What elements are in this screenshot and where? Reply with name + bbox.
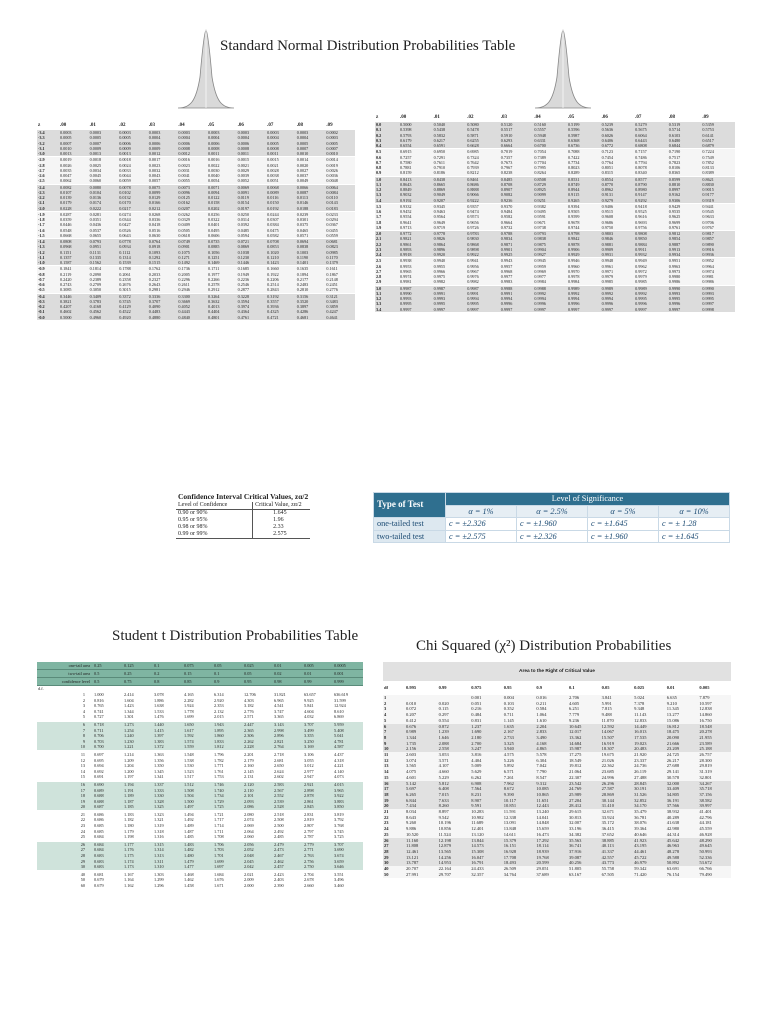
table-row: 2 0.010 0.020 0.051 0.103 0.211 4.605 5.991 7.378 9.210 10.597 bbox=[383, 701, 731, 707]
table-row: 2.4 0.9918 0.9920 0.9922 0.9925 0.9927 0.9929 0.9931 0.9932 0.9934 0.9936 bbox=[375, 252, 735, 258]
z-table-negative bbox=[37, 121, 355, 321]
table-row: 2.9 0.9981 0.9982 0.9982 0.9983 0.9984 0.9984 0.9985 0.9985 0.9986 0.9986 bbox=[375, 279, 735, 285]
table-row: -2.0 0.0228 0.0222 0.0217 0.0212 0.0207 0.0202 0.0197 0.0192 0.0188 0.0183 bbox=[37, 206, 355, 212]
table-row: -2.4 0.0082 0.0080 0.0078 0.0075 0.0073 0.0071 0.0069 0.0068 0.0066 0.0064 bbox=[37, 184, 355, 190]
table-row: 0.2 0.5793 0.5832 0.5871 0.5910 0.5948 0.5987 0.6026 0.6064 0.6103 0.6141 bbox=[375, 133, 735, 138]
table-row: 1.9 0.9713 0.9719 0.9726 0.9732 0.9738 0.9744 0.9750 0.9756 0.9761 0.9767 bbox=[375, 225, 735, 231]
table-row: -3.2 0.0007 0.0007 0.0006 0.0006 0.0006 0.0006 0.0006 0.0005 0.0005 0.0005 bbox=[37, 141, 355, 146]
table-row: 7 0.711 1.254 1.415 1.617 1.895 2.365 2.998 3.499 5.408 bbox=[37, 728, 363, 734]
table-row: 14 0.692 1.200 1.345 1.523 1.761 2.145 2.624 2.977 4.140 bbox=[37, 769, 363, 775]
table-row: 50 0.679 1.164 1.299 1.462 1.676 2.009 2.403 2.678 3.496 bbox=[37, 877, 363, 883]
table-row: -0.4 0.3446 0.3409 0.3372 0.3336 0.3300 0.3264 0.3228 0.3192 0.3156 0.3121 bbox=[37, 293, 355, 299]
table-row: -0.3 0.3821 0.3783 0.3745 0.3707 0.3669 0.3632 0.3594 0.3557 0.3520 0.3483 bbox=[37, 299, 355, 304]
confidence-critical-values-table bbox=[176, 492, 310, 539]
table-row: -1.1 0.1357 0.1335 0.1314 0.1292 0.1271 0.1251 0.1230 0.1210 0.1190 0.1170 bbox=[37, 255, 355, 260]
table-row: 15 4.601 5.229 6.262 7.261 8.547 22.307 24.996 27.488 30.578 32.801 bbox=[383, 775, 731, 781]
table-row: -0.7 0.2420 0.2389 0.2358 0.2327 0.2296 0.2266 0.2236 0.2206 0.2177 0.2148 bbox=[37, 277, 355, 282]
table-row: -2.7 0.0035 0.0034 0.0033 0.0032 0.0031 0.0030 0.0029 0.0028 0.0027 0.0026 bbox=[37, 168, 355, 173]
table-row: -1.8 0.0359 0.0351 0.0344 0.0336 0.0329 0.0322 0.0314 0.0307 0.0301 0.0294 bbox=[37, 217, 355, 222]
table-row: -0.9 0.1841 0.1814 0.1788 0.1762 0.1736 0.1711 0.1685 0.1660 0.1635 0.1611 bbox=[37, 266, 355, 272]
table-row: 2 0.816 1.604 1.886 2.282 2.920 4.303 6.965 9.925 31.599 bbox=[37, 698, 363, 704]
table-row: 4 0.741 1.344 1.533 1.778 2.132 2.776 3.747 4.604 8.610 bbox=[37, 709, 363, 715]
chi-table-title: Chi Squared (χ²) Distribution Probabilities bbox=[416, 638, 672, 654]
table-row: 2.6 0.9953 0.9955 0.9956 0.9957 0.9959 0.9960 0.9961 0.9962 0.9963 0.9964 bbox=[375, 264, 735, 269]
table-row: 3.1 0.9990 0.9991 0.9991 0.9991 0.9992 0.9992 0.9992 0.9992 0.9993 0.9993 bbox=[375, 291, 735, 296]
table-row: 0.8 0.7881 0.7910 0.7939 0.7967 0.7995 0.8023 0.8051 0.8078 0.8106 0.8133 bbox=[375, 165, 735, 170]
table-row: 29 13.121 14.256 16.047 17.708 19.768 39.087 42.557 45.722 49.588 52.336 bbox=[383, 855, 731, 861]
table-row: 6 0.718 1.273 1.440 1.650 1.943 2.447 3.143 3.707 5.959 bbox=[37, 721, 363, 728]
table-row: 17 0.689 1.191 1.333 1.508 1.740 2.110 2.567 2.898 3.965 bbox=[37, 788, 363, 794]
table-row: 3 0.765 1.423 1.638 1.924 2.353 3.182 4.541 5.841 12.924 bbox=[37, 703, 363, 709]
table-row: -3.1 0.0010 0.0009 0.0009 0.0009 0.0008 0.0008 0.0008 0.0008 0.0007 0.0007 bbox=[37, 146, 355, 151]
alpha-header: α = 10% bbox=[659, 505, 730, 518]
area-right-label: Area to the Right of Critical Value bbox=[383, 662, 731, 681]
table-row: 27 0.684 1.176 1.314 1.482 1.703 2.052 2.473 2.771 3.690 bbox=[37, 847, 363, 853]
table-row: one-tailed test c = ±2.326 c = ±1.960 c = ±1.645 c = ± 1.28 bbox=[374, 518, 730, 531]
table-row: 18 6.265 7.015 8.231 9.390 10.865 25.989 28.869 31.526 34.805 37.156 bbox=[383, 792, 731, 798]
alpha-header: α = 2.5% bbox=[517, 505, 588, 518]
table-row: -2.1 0.0179 0.0174 0.0170 0.0166 0.0162 0.0158 0.0154 0.0150 0.0146 0.0143 bbox=[37, 200, 355, 205]
table-row: 3.4 0.9997 0.9997 0.9997 0.9997 0.9997 0.9997 0.9997 0.9997 0.9997 0.9998 bbox=[375, 307, 735, 313]
table-row: 2.5 0.9938 0.9940 0.9941 0.9943 0.9945 0.9946 0.9948 0.9949 0.9951 0.9952 bbox=[375, 258, 735, 264]
table-row: 0.90 or 90% 1.645 bbox=[176, 510, 310, 518]
table-row: 19 6.844 7.633 8.907 10.117 11.651 27.204 30.144 32.852 36.191 38.582 bbox=[383, 798, 731, 804]
table-row: 4 0.207 0.297 0.484 0.711 1.064 7.779 9.488 11.143 13.277 14.860 bbox=[383, 712, 731, 718]
t-distribution-table bbox=[37, 662, 363, 889]
table-row: 22 0.686 1.182 1.321 1.492 1.717 2.074 2.508 2.819 3.792 bbox=[37, 817, 363, 823]
table-row: 2.3 0.9893 0.9896 0.9898 0.9901 0.9904 0.9906 0.9909 0.9911 0.9913 0.9916 bbox=[375, 247, 735, 252]
conf-col-level: Level of Confidence bbox=[176, 502, 253, 510]
table-row: 25 10.520 11.524 13.120 14.611 16.473 34.382 37.652 40.646 44.314 46.928 bbox=[383, 832, 731, 838]
table-row: -1.3 0.0968 0.0951 0.0934 0.0918 0.0901 0.0885 0.0869 0.0853 0.0838 0.0823 bbox=[37, 244, 355, 249]
table-row: 10 2.156 2.558 3.247 3.940 4.865 15.987 18.307 20.483 23.209 25.188 bbox=[383, 746, 731, 752]
page-title: Standard Normal Distribution Probabilities Table bbox=[220, 38, 516, 54]
table-row: -1.9 0.0287 0.0281 0.0274 0.0268 0.0262 0.0256 0.0250 0.0244 0.0239 0.0233 bbox=[37, 211, 355, 217]
table-row: 2.2 0.9861 0.9864 0.9868 0.9871 0.9875 0.9878 0.9881 0.9884 0.9887 0.9890 bbox=[375, 242, 735, 247]
table-row: 3.2 0.9993 0.9993 0.9994 0.9994 0.9994 0.9994 0.9994 0.9995 0.9995 0.9995 bbox=[375, 296, 735, 301]
table-row: 17 5.697 6.408 7.564 8.672 10.085 24.769 27.587 30.191 33.409 35.718 bbox=[383, 786, 731, 792]
table-row: 0.1 0.5398 0.5438 0.5478 0.5517 0.5557 0.5596 0.5636 0.5675 0.5714 0.5753 bbox=[375, 127, 735, 132]
normal-curve-icon bbox=[176, 22, 236, 110]
table-row: 1.6 0.9452 0.9463 0.9474 0.9484 0.9495 0.9505 0.9515 0.9525 0.9535 0.9545 bbox=[375, 209, 735, 214]
table-row: 1 0.001 0.004 0.016 2.706 3.841 5.024 6.635 7.879 bbox=[383, 695, 731, 701]
t-header-row: one-tail area 0.25 0.125 0.1 0.075 0.05 0.025 0.01 0.005 0.0005 bbox=[37, 662, 363, 670]
chi-squared-table bbox=[383, 681, 731, 878]
alpha-header: α = 1% bbox=[446, 505, 517, 518]
table-row: 23 9.260 10.196 11.689 13.091 14.848 32.007 35.172 38.076 41.638 44.181 bbox=[383, 820, 731, 826]
alpha-header: α = 5% bbox=[588, 505, 659, 518]
table-row: 21 8.034 8.897 10.283 11.591 13.240 29.615 32.671 35.479 38.932 41.401 bbox=[383, 809, 731, 815]
table-row: 23 0.685 1.180 1.319 1.489 1.714 2.069 2.500 2.807 3.768 bbox=[37, 823, 363, 829]
table-row: 12 0.695 1.209 1.356 1.538 1.782 2.179 2.681 3.055 4.318 bbox=[37, 758, 363, 764]
table-row: -1.4 0.0808 0.0793 0.0778 0.0764 0.0749 0.0735 0.0721 0.0708 0.0694 0.0681 bbox=[37, 239, 355, 245]
table-row: 22 8.643 9.542 10.982 12.338 14.041 30.813 33.924 36.781 40.289 42.796 bbox=[383, 815, 731, 821]
table-row: 15 0.691 1.197 1.341 1.517 1.753 2.131 2.602 2.947 4.073 bbox=[37, 774, 363, 781]
table-row: 0.7 0.7580 0.7611 0.7642 0.7673 0.7704 0.7734 0.7764 0.7794 0.7823 0.7852 bbox=[375, 160, 735, 165]
table-row: 1.4 0.9192 0.9207 0.9222 0.9236 0.9251 0.9265 0.9279 0.9292 0.9306 0.9319 bbox=[375, 198, 735, 204]
table-row: 0.5 0.6915 0.6950 0.6985 0.7019 0.7054 0.7088 0.7123 0.7157 0.7190 0.7224 bbox=[375, 149, 735, 155]
table-row: 29 0.683 1.174 1.311 1.479 1.699 2.045 2.462 2.756 3.659 bbox=[37, 859, 363, 865]
table-row: 1.7 0.9554 0.9564 0.9573 0.9582 0.9591 0.9599 0.9608 0.9616 0.9625 0.9633 bbox=[375, 214, 735, 219]
table-row: 60 0.679 1.162 1.296 1.458 1.671 2.000 2.390 2.660 3.460 bbox=[37, 883, 363, 889]
t-table-title: Student t Distribution Probabilities Table bbox=[112, 628, 359, 644]
significance-critical-values-table bbox=[373, 492, 730, 543]
table-row: -3.3 0.0005 0.0005 0.0005 0.0004 0.0004 0.0004 0.0004 0.0004 0.0004 0.0003 bbox=[37, 135, 355, 140]
z-table-header: z .00 .01 .02 .03 .04 .05 .06 .07 .08 .09 bbox=[375, 113, 735, 122]
table-row: 16 0.690 1.194 1.337 1.512 1.746 2.120 2.583 2.921 4.015 bbox=[37, 781, 363, 788]
table-row: 1 1.000 2.414 3.078 4.165 6.314 12.706 31.821 63.657 636.619 bbox=[37, 692, 363, 698]
table-row: 0.98 or 98% 2.33 bbox=[176, 524, 310, 531]
table-row: -3.0 0.0013 0.0013 0.0013 0.0012 0.0012 0.0011 0.0011 0.0011 0.0010 0.0010 bbox=[37, 151, 355, 157]
table-row: 0.4 0.6554 0.6591 0.6628 0.6664 0.6700 0.6736 0.6772 0.6808 0.6844 0.6879 bbox=[375, 143, 735, 149]
conf-col-critical: Critical Value, zα/2 bbox=[253, 502, 311, 510]
type-of-test-header: Type of Test bbox=[374, 493, 446, 518]
table-row: 14 4.075 4.660 5.629 6.571 7.790 21.064 23.685 26.119 29.141 31.319 bbox=[383, 769, 731, 775]
table-row: -0.0 0.5000 0.4960 0.4920 0.4880 0.4840 0.4801 0.4761 0.4721 0.4681 0.4641 bbox=[37, 315, 355, 321]
table-row: -2.2 0.0139 0.0136 0.0132 0.0129 0.0125 0.0122 0.0119 0.0116 0.0113 0.0110 bbox=[37, 195, 355, 200]
table-row: 1.3 0.9032 0.9049 0.9066 0.9082 0.9099 0.9115 0.9131 0.9147 0.9162 0.9177 bbox=[375, 192, 735, 197]
z-table-positive bbox=[375, 113, 735, 313]
table-row: -1.2 0.1151 0.1131 0.1112 0.1093 0.1075 0.1056 0.1038 0.1020 0.1003 0.0985 bbox=[37, 250, 355, 255]
table-row: 8 1.344 1.646 2.180 2.733 3.490 13.362 15.507 17.535 20.090 21.955 bbox=[383, 735, 731, 741]
table-row: -2.6 0.0047 0.0045 0.0044 0.0043 0.0041 0.0040 0.0039 0.0038 0.0037 0.0036 bbox=[37, 173, 355, 178]
table-row: -0.1 0.4602 0.4562 0.4522 0.4483 0.4443 0.4404 0.4364 0.4325 0.4286 0.4247 bbox=[37, 309, 355, 314]
table-row: 20 0.687 1.185 1.325 1.497 1.725 2.086 2.528 2.845 3.850 bbox=[37, 804, 363, 811]
table-row: two-tailed test c = ±2.575 c = ±2.326 c = ±1.960 c = ±1.645 bbox=[374, 530, 730, 543]
table-row: 30 13.787 14.953 16.791 18.493 20.599 40.256 43.773 46.979 50.892 53.672 bbox=[383, 860, 731, 866]
table-row: 11 2.603 3.053 3.816 4.575 5.578 17.275 19.675 21.920 24.725 26.757 bbox=[383, 752, 731, 758]
table-row: 0.3 0.6179 0.6217 0.6255 0.6293 0.6331 0.6368 0.6406 0.6443 0.6480 0.6517 bbox=[375, 138, 735, 143]
table-row: 13 0.694 1.204 1.350 1.530 1.771 2.160 2.650 3.012 4.221 bbox=[37, 763, 363, 769]
table-row: -1.0 0.1587 0.1562 0.1539 0.1515 0.1492 0.1469 0.1446 0.1423 0.1401 0.1379 bbox=[37, 260, 355, 266]
table-row: 10 0.700 1.221 1.372 1.559 1.812 2.228 2.764 3.169 4.587 bbox=[37, 744, 363, 751]
table-row: 1.5 0.9332 0.9345 0.9357 0.9370 0.9382 0.9394 0.9406 0.9418 0.9429 0.9441 bbox=[375, 203, 735, 209]
table-row: 2.0 0.9772 0.9778 0.9783 0.9788 0.9793 0.9798 0.9803 0.9808 0.9812 0.9817 bbox=[375, 231, 735, 237]
t-header-row: confidence level 0.5 0.75 0.8 0.85 0.9 0.95 0.98 0.99 0.999 bbox=[37, 678, 363, 686]
level-of-significance-header: Level of Significance bbox=[446, 493, 730, 506]
table-row: 9 0.703 1.230 1.383 1.574 1.833 2.262 2.821 3.250 4.781 bbox=[37, 739, 363, 745]
table-row: 18 0.688 1.189 1.330 1.504 1.734 2.101 2.552 2.878 3.922 bbox=[37, 793, 363, 799]
table-row: 9 1.735 2.088 2.700 3.325 4.168 14.684 16.919 19.023 21.666 23.589 bbox=[383, 741, 731, 747]
table-row: -1.5 0.0668 0.0655 0.0643 0.0630 0.0618 0.0606 0.0594 0.0582 0.0571 0.0559 bbox=[37, 233, 355, 239]
table-row: 40 20.707 22.164 24.433 26.509 29.051 51.805 55.758 59.342 63.691 66.766 bbox=[383, 866, 731, 872]
table-row: 1.8 0.9641 0.9649 0.9656 0.9664 0.9671 0.9678 0.9686 0.9693 0.9699 0.9706 bbox=[375, 220, 735, 225]
table-row: 24 9.886 10.856 12.401 13.848 15.659 33.196 36.415 39.364 42.980 45.559 bbox=[383, 826, 731, 832]
table-row: 0.0 0.5000 0.5040 0.5080 0.5120 0.5160 0.5199 0.5239 0.5279 0.5319 0.5359 bbox=[375, 122, 735, 127]
table-row: -0.8 0.2119 0.2090 0.2061 0.2033 0.2005 0.1977 0.1949 0.1922 0.1894 0.1867 bbox=[37, 272, 355, 277]
table-row: 27 11.808 12.879 14.573 16.151 18.114 36.741 40.113 43.195 46.963 49.645 bbox=[383, 843, 731, 849]
table-row: -3.4 0.0003 0.0003 0.0003 0.0003 0.0003 0.0003 0.0003 0.0003 0.0003 0.0002 bbox=[37, 130, 355, 135]
table-row: 2.1 0.9821 0.9826 0.9830 0.9834 0.9838 0.9842 0.9846 0.9850 0.9854 0.9857 bbox=[375, 236, 735, 241]
table-row: 21 0.686 1.183 1.323 1.494 1.721 2.080 2.518 2.831 3.819 bbox=[37, 811, 363, 818]
table-row: 16 5.142 5.812 6.908 7.962 9.312 23.542 26.296 28.845 32.000 34.267 bbox=[383, 781, 731, 787]
table-row: 6 0.676 0.872 1.237 1.635 2.204 10.645 12.592 14.449 16.812 18.548 bbox=[383, 724, 731, 730]
table-row: 1.1 0.8643 0.8665 0.8686 0.8708 0.8729 0.8749 0.8770 0.8790 0.8810 0.8830 bbox=[375, 182, 735, 187]
table-row: 30 0.683 1.173 1.310 1.477 1.697 2.042 2.457 2.750 3.646 bbox=[37, 864, 363, 871]
table-row: 0.6 0.7257 0.7291 0.7324 0.7357 0.7389 0.7422 0.7454 0.7486 0.7517 0.7549 bbox=[375, 155, 735, 160]
table-row: 8 0.706 1.240 1.397 1.592 1.860 2.306 2.896 3.355 5.041 bbox=[37, 733, 363, 739]
table-row: 50 27.991 29.707 32.357 34.764 37.689 63.167 67.505 71.420 76.154 79.490 bbox=[383, 872, 731, 878]
table-row: 0.95 or 95% 1.96 bbox=[176, 517, 310, 524]
table-row: 26 0.684 1.177 1.315 1.483 1.706 2.056 2.479 2.779 3.707 bbox=[37, 841, 363, 848]
table-row: 26 11.160 12.198 13.844 15.379 17.292 35.563 38.885 41.923 45.642 48.290 bbox=[383, 838, 731, 844]
t-header-row: two-tail area 0.5 0.25 0.2 0.15 0.1 0.05 0.02 0.01 0.001 bbox=[37, 670, 363, 678]
table-row: 3.0 0.9987 0.9987 0.9987 0.9988 0.9988 0.9989 0.9989 0.9989 0.9990 0.9990 bbox=[375, 285, 735, 291]
table-row: -2.8 0.0026 0.0025 0.0024 0.0023 0.0023 0.0022 0.0021 0.0021 0.0020 0.0019 bbox=[37, 163, 355, 168]
table-row: -0.5 0.3085 0.3050 0.3015 0.2981 0.2946 0.2912 0.2877 0.2843 0.2810 0.2776 bbox=[37, 287, 355, 293]
table-row: 40 0.681 1.167 1.303 1.468 1.684 2.021 2.423 2.704 3.551 bbox=[37, 871, 363, 878]
table-row: 28 0.683 1.175 1.313 1.480 1.701 2.048 2.467 2.763 3.674 bbox=[37, 853, 363, 859]
table-row: -2.9 0.0019 0.0018 0.0018 0.0017 0.0016 0.0016 0.0015 0.0015 0.0014 0.0014 bbox=[37, 157, 355, 163]
table-row: -0.2 0.4207 0.4168 0.4129 0.4090 0.4052 0.4013 0.3974 0.3936 0.3897 0.3859 bbox=[37, 304, 355, 309]
chi-header-row: df 0.995 0.99 0.975 0.95 0.9 0.1 0.05 0.025 0.01 0.005 bbox=[384, 685, 710, 690]
table-row: -2.3 0.0107 0.0104 0.0102 0.0099 0.0096 0.0094 0.0091 0.0089 0.0087 0.0084 bbox=[37, 190, 355, 195]
table-row: -1.6 0.0548 0.0537 0.0526 0.0516 0.0505 0.0495 0.0485 0.0475 0.0465 0.0455 bbox=[37, 228, 355, 233]
table-row: 2.8 0.9974 0.9975 0.9976 0.9977 0.9977 0.9978 0.9979 0.9979 0.9980 0.9981 bbox=[375, 274, 735, 279]
table-row: -0.6 0.2743 0.2709 0.2676 0.2643 0.2611 0.2578 0.2546 0.2514 0.2483 0.2451 bbox=[37, 282, 355, 287]
table-row: 2.7 0.9965 0.9966 0.9967 0.9968 0.9969 0.9970 0.9971 0.9972 0.9973 0.9974 bbox=[375, 269, 735, 274]
conf-table-title: Confidence Interval Critical Values, zα/2 bbox=[178, 492, 309, 501]
table-row: 3 0.072 0.115 0.216 0.352 0.584 6.251 7.815 9.348 11.345 12.838 bbox=[383, 706, 731, 712]
table-row: 1.2 0.8849 0.8869 0.8888 0.8907 0.8925 0.8944 0.8962 0.8980 0.8997 0.9015 bbox=[375, 187, 735, 192]
table-row: 19 0.688 1.187 1.328 1.500 1.729 2.093 2.539 2.861 3.883 bbox=[37, 799, 363, 805]
normal-curve-icon bbox=[533, 22, 593, 110]
table-row: 28 12.461 13.565 15.308 16.928 18.939 37.916 41.337 44.461 48.278 50.993 bbox=[383, 849, 731, 855]
z-table-header: z .00 .01 .02 .03 .04 .05 .06 .07 .08 .09 bbox=[37, 121, 355, 130]
table-row: 1.0 0.8413 0.8438 0.8461 0.8485 0.8508 0.8531 0.8554 0.8577 0.8599 0.8621 bbox=[375, 176, 735, 182]
t-df-header: d.f. bbox=[37, 686, 363, 693]
table-row: 3.3 0.9995 0.9995 0.9995 0.9996 0.9996 0.9996 0.9996 0.9996 0.9996 0.9997 bbox=[375, 301, 735, 306]
table-row: 12 3.074 3.571 4.404 5.226 6.304 18.549 21.026 23.337 26.217 28.300 bbox=[383, 758, 731, 764]
table-row: 0.9 0.8159 0.8186 0.8212 0.8238 0.8264 0.8289 0.8315 0.8340 0.8365 0.8389 bbox=[375, 170, 735, 176]
table-row: 5 0.412 0.554 0.831 1.145 1.610 9.236 11.070 12.833 15.086 16.750 bbox=[383, 718, 731, 724]
table-row: 7 0.989 1.239 1.690 2.167 2.833 12.017 14.067 16.013 18.475 20.278 bbox=[383, 729, 731, 735]
table-row: 20 7.434 8.260 9.591 10.851 12.443 28.412 31.410 34.170 37.566 39.997 bbox=[383, 803, 731, 809]
table-row: 13 3.565 4.107 5.009 5.892 7.042 19.812 22.362 24.736 27.688 29.819 bbox=[383, 763, 731, 769]
table-row: -1.7 0.0446 0.0436 0.0427 0.0418 0.0409 0.0401 0.0392 0.0384 0.0375 0.0367 bbox=[37, 222, 355, 227]
table-row: 24 0.685 1.179 1.318 1.487 1.711 2.064 2.492 2.797 3.745 bbox=[37, 829, 363, 835]
table-row: 25 0.684 1.198 1.316 1.485 1.708 2.060 2.485 2.787 3.725 bbox=[37, 834, 363, 841]
table-row: 0.99 or 99% 2.575 bbox=[176, 531, 310, 539]
table-row: 11 0.697 1.214 1.363 1.548 1.796 2.201 2.718 3.106 4.437 bbox=[37, 751, 363, 758]
table-row: -2.5 0.0062 0.0060 0.0059 0.0057 0.0055 0.0054 0.0052 0.0051 0.0049 0.0048 bbox=[37, 178, 355, 184]
table-row: 5 0.727 1.301 1.476 1.699 2.015 2.571 3.365 4.032 6.869 bbox=[37, 714, 363, 721]
